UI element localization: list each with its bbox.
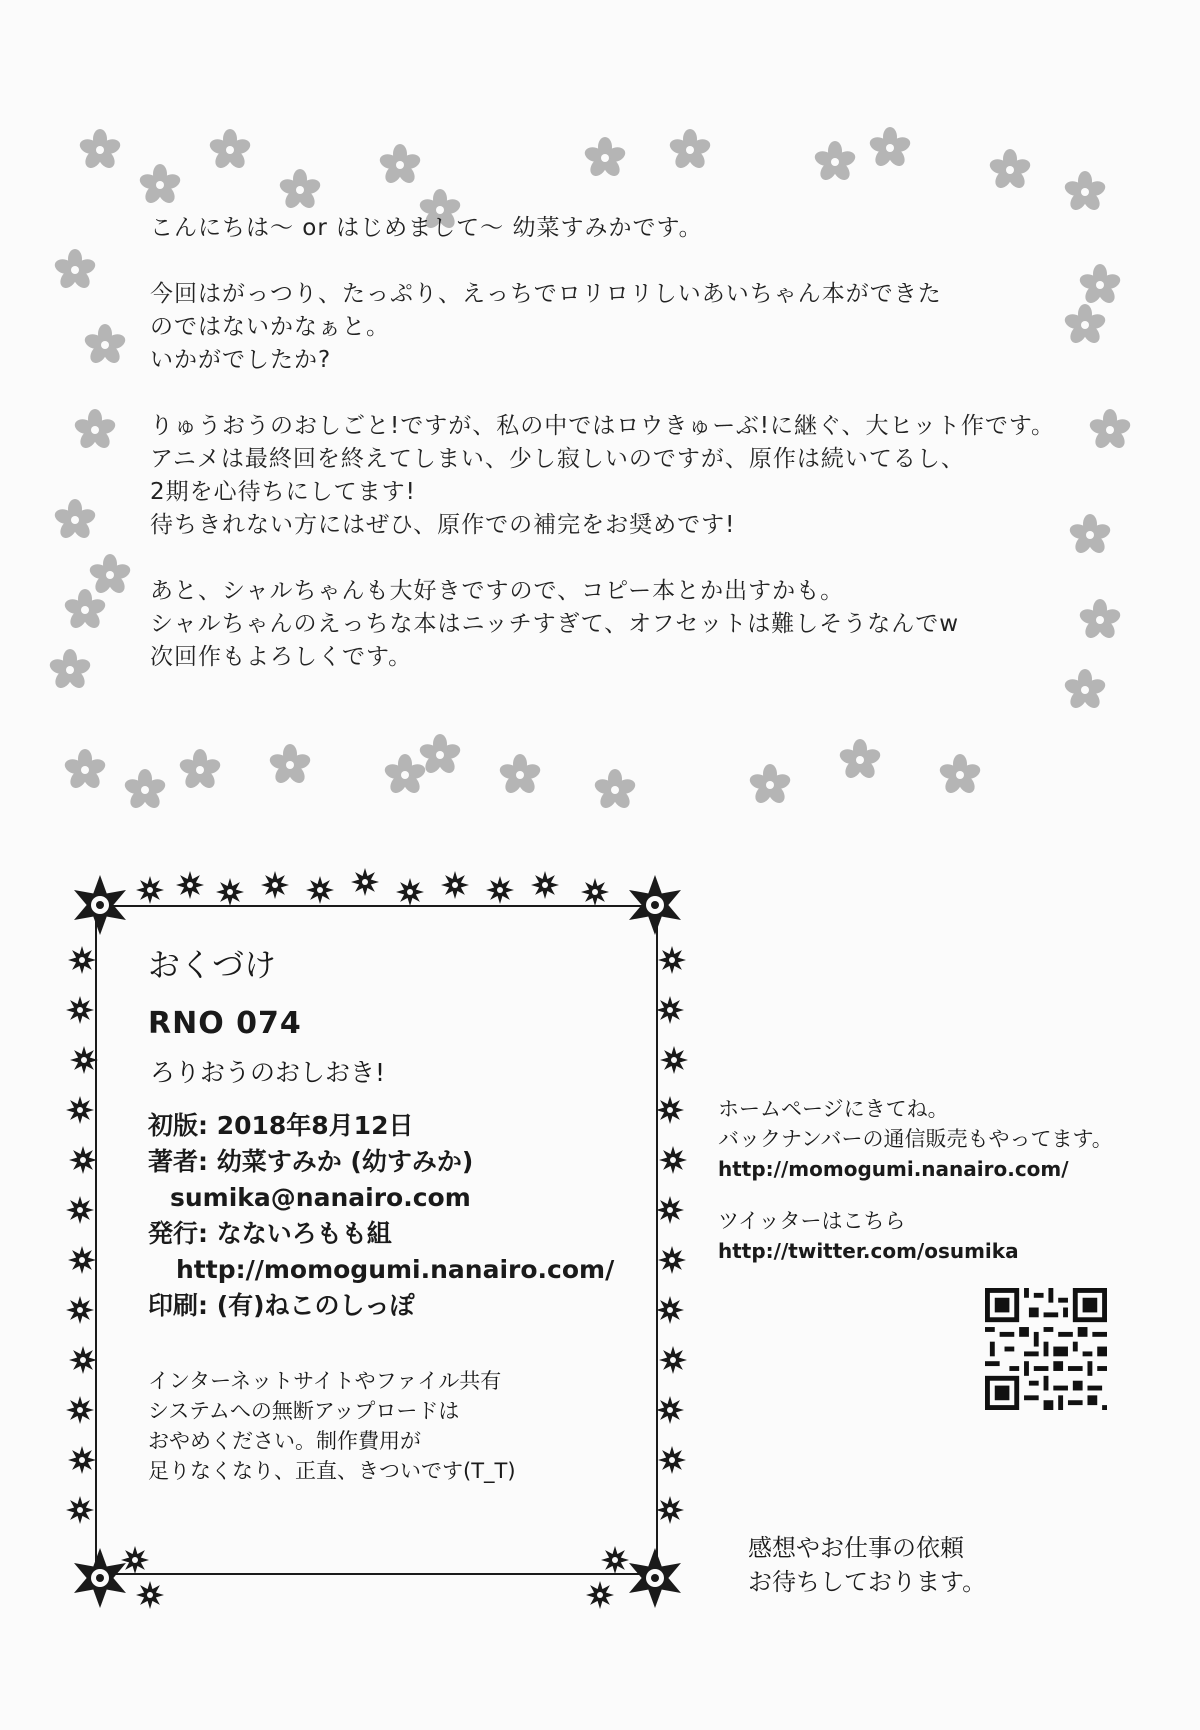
letter-line: あと、シャルちゃんも大好きですので、コピー本とか出すかも。 (150, 578, 845, 604)
homepage-line: ホームページにきてね。 (718, 1097, 949, 1121)
letter-line: 今回はがっつり、たっぷり、えっちでロリロリしいあいちゃん本ができた (150, 281, 942, 307)
afterword-letter (150, 212, 1110, 674)
qr-code-icon (985, 1288, 1107, 1410)
links-block (718, 1094, 1113, 1266)
catalog-code: RNO 074 (148, 1006, 302, 1041)
notice-line: システムへの無断アップロードは (148, 1399, 460, 1423)
colophon-title: おくづけ (148, 946, 277, 984)
publisher-url-link[interactable]: http://momogumi.nanairo.com/ (176, 1255, 615, 1284)
first-edition-date: 初版: 2018年8月12日 (148, 1111, 414, 1140)
contact-message (748, 1531, 986, 1599)
notice-line: 足りなくなり、正直、きついです(T_T) (148, 1459, 516, 1483)
publisher-line: 発行: なないろもも組 (148, 1219, 392, 1248)
letter-gap (150, 377, 1110, 410)
notice-line: インターネットサイトやファイル共有 (148, 1369, 502, 1393)
backnumber-line: バックナンバーの通信販売もやってます。 (718, 1127, 1113, 1151)
letter-line: 待ちきれない方にはぜひ、原作での補完をお奨めです! (150, 512, 736, 538)
author-line: 著者: 幼菜すみか (幼すみか) (148, 1147, 474, 1176)
letter-gap (150, 245, 1110, 278)
sakura-blossom-icon (78, 129, 122, 171)
homepage-url-link[interactable]: http://momogumi.nanairo.com/ (718, 1157, 1069, 1181)
letter-line: りゅうおうのおしごと!ですが、私の中ではロウきゅーぶ!に継ぐ、大ヒット作です。 (150, 413, 1055, 439)
letter-gap (150, 542, 1110, 575)
letter-line: アニメは最終回を終えてしまい、少し寂しいのですが、原作は続いてるし、 (150, 446, 965, 472)
contact-line: 感想やお仕事の依頼 (748, 1534, 964, 1562)
twitter-label: ツイッターはこちら (718, 1209, 906, 1233)
printer-line: 印刷: (有)ねこのしっぽ (148, 1291, 415, 1320)
contact-line: お待ちしております。 (748, 1568, 987, 1596)
letter-line: のではないかなぁと。 (150, 314, 390, 340)
upload-notice (148, 1366, 516, 1486)
colophon-details (148, 1108, 614, 1324)
author-email[interactable]: sumika@nanairo.com (170, 1183, 471, 1212)
letter-line: 次回作もよろしくです。 (150, 644, 413, 670)
work-title: ろりおうのおしおき! (150, 1058, 386, 1087)
letter-line: 2期を心待ちにしてます! (150, 479, 416, 505)
letter-line: いかがでしたか? (150, 347, 332, 373)
twitter-url-link[interactable]: http://twitter.com/osumika (718, 1239, 1019, 1263)
letter-line: こんにちは〜 or はじめまして〜 幼菜すみかです。 (150, 215, 703, 241)
letter-line: シャルちゃんのえっちな本はニッチすぎて、オフセットは難しそうなんでw (150, 611, 960, 637)
notice-line: おやめください。制作費用が (148, 1429, 421, 1453)
